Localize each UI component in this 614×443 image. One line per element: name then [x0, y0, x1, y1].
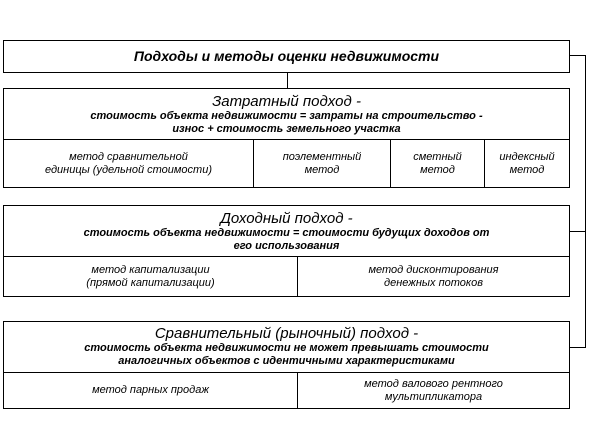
income-method-capitalization [4, 257, 297, 296]
comparative-method-2-line2: мультипликатора [384, 390, 483, 403]
cost-method-index [485, 140, 569, 187]
income-approach-formula-line1: стоимость объекта недвижимости = стоимости будущих доходов от [83, 227, 490, 239]
comparative-method-paired-sales [4, 373, 297, 408]
connector-main-to-cost [287, 72, 288, 89]
cost-method-4-line1: индексный [499, 150, 555, 163]
connector-right-trunk [585, 55, 586, 348]
cost-method-3-line2: метод [420, 163, 455, 176]
connector-right-income [569, 231, 585, 232]
income-approach-title: Доходный подход - [220, 210, 353, 227]
cost-method-unit-comparison [4, 140, 253, 187]
cost-method-1-line2: единицы (удельной стоимости) [44, 163, 212, 176]
cost-method-estimate [391, 140, 484, 187]
income-method-2-line1: метод дисконтирования [368, 263, 499, 276]
cost-approach-title: Затратный подход - [212, 93, 361, 110]
income-method-discounting [298, 257, 569, 296]
income-method-1-line1: метод капитализации [91, 263, 210, 276]
comparative-approach-box [3, 321, 570, 409]
cost-method-2-line2: метод [304, 163, 340, 176]
cost-method-elemental [254, 140, 390, 187]
cost-method-2-line1: поэлементный [282, 150, 362, 163]
cost-method-3-line1: сметный [413, 150, 462, 163]
cost-approach-formula-line1: стоимость объекта недвижимости = затраты на строительство - [90, 110, 483, 122]
income-method-1-line2: (прямой капитализации) [86, 276, 215, 289]
comparative-approach-formula-line2: аналогичных объектов с идентичными характеристиками [118, 355, 455, 367]
comparative-method-2-line1: метод валового рентного [364, 377, 503, 390]
cost-method-4-line2: метод [509, 163, 545, 176]
connector-right-comparative [569, 347, 585, 348]
connector-right-top [569, 55, 585, 56]
income-approach-box [3, 205, 570, 297]
comparative-approach-title: Сравнительный (рыночный) подход - [154, 325, 419, 342]
comparative-approach-formula-line1: стоимость объекта недвижимости не может превышать стоимости [84, 342, 489, 354]
income-method-2-line2: денежных потоков [384, 276, 483, 289]
main-title: Подходы и методы оценки недвижимости [133, 48, 440, 64]
cost-approach-formula-line2: износ + стоимость земельного участка [172, 123, 401, 135]
comparative-method-gross-rent-multiplier [298, 373, 569, 408]
comparative-method-1-line1: метод парных продаж [92, 384, 209, 396]
cost-approach-box [3, 88, 570, 188]
income-approach-formula-line2: его использования [233, 240, 340, 252]
main-title-box [3, 40, 570, 73]
cost-method-1-line1: метод сравнительной [69, 150, 188, 163]
